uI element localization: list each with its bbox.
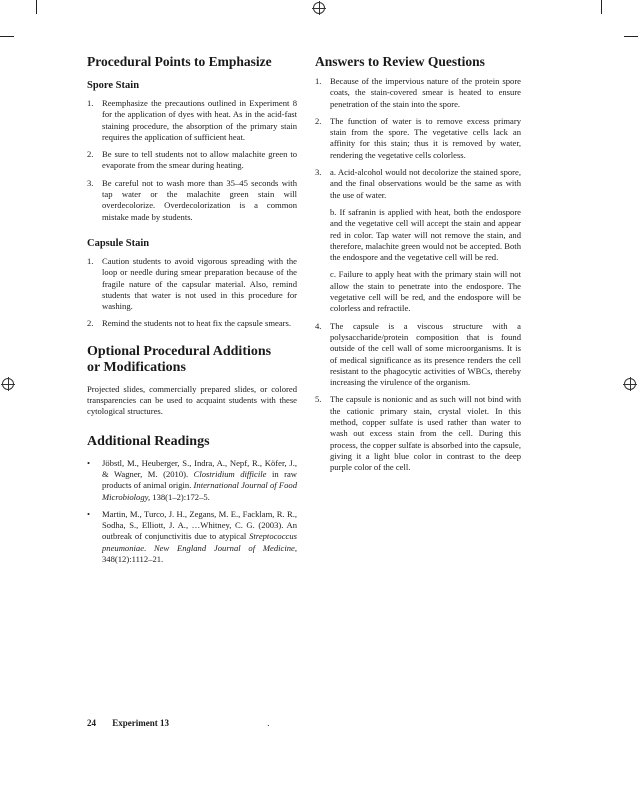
citation-text: 348(12):1112–21. [102,554,164,565]
item-number: 5. [315,394,322,405]
optional-additions-text: Projected slides, commercially prepared slides, or colored transparencies can be used to acquaint students with these cytological structures. [87,383,297,417]
list-item [87,149,297,172]
item-text: Because of the impervious nature of the protein spore coats, the stain-covered smear is heated to ensure penetration of the stain into the spore. [330,76,521,109]
answer-part: c. Failure to apply heat with the primary stain will not allow the stain to penetrate into the endospore. The vegetative cell will be red, and the endospore will be colorless and refractile. [330,269,521,314]
item-text: The capsule is a viscous structure with a polysaccharide/protein composition that is found outside of the cell wall of some microorganisms. It is of medical significance as its presence renders the cell resistant to the phagocytic activities of WBCs, thereby increasing the virulence of the organism. [330,320,521,388]
item-text: Reemphasize the precautions outlined in Experiment 8 for the application of dyes with heat. As in the acid-fast staining procedure, the absorption of the primary stain requires the application of sufficient heat. [102,98,297,142]
citation-italic: Streptococcus pneumoniae [102,531,297,553]
list-item [87,318,297,329]
item-text: The function of water is to remove excess primary stain from the spore. The vegetative cells lack an affinity for this stain; thus it is removed by water, rendering the vegetative cells colorless. [330,115,521,160]
citation-journal: International Journal of Food Microbiology, [102,480,297,502]
answer-item [315,76,521,110]
item-number: 2. [315,115,322,126]
item-number: 3. [315,167,322,178]
registration-mark-icon [313,2,325,14]
optional-additions-heading [87,344,297,376]
item-number: 2. [87,318,94,329]
footer-label: Experiment 13 [112,718,169,728]
item-number: 3. [87,177,94,188]
right-column [315,54,521,480]
answer-item [315,394,521,473]
registration-mark-icon [624,378,636,390]
item-text: Be careful not to wash more than 35–45 seconds with tap water or the malachite green stain will overdecolorize. Overdecolorization is a common mistake made by students. [102,177,297,222]
crop-mark [0,36,14,37]
reading-item [87,509,297,565]
item-text: The capsule is nonionic and as such will not bind with the cationic primary stain, crystal violet. In this method, copper sulfate is used rather than water to wash out excess stain from the cell. During this process, the copper sulfate is absorbed into the capsule, giving it a light blue color in contrast to the deep purple color of the cell. [330,394,521,473]
bullet: • [87,457,91,468]
page-number: 24 [87,718,96,728]
footer-dot: . [267,718,270,728]
citation-italic: Clostridium difficile [193,468,267,479]
item-number: 1. [315,76,322,86]
list-item [87,256,297,312]
item-text: Remind the students not to heat fix the capsule smears. [102,318,292,329]
citation-journal: New England Journal of Medicine, [153,542,298,553]
answer-part: a. Acid-alcohol would not decolorize the stained spore, and the final observations would be the same as with the use of water. [330,167,521,200]
heading-line: Optional Procedural Additions [87,343,272,359]
capsule-stain-heading: Capsule Stain [87,237,150,249]
answers-list [315,76,521,474]
answer-item [315,167,521,315]
bullet: • [87,508,91,519]
registration-mark-icon [2,378,14,390]
capsule-stain-list [87,256,297,330]
reading-item [87,458,297,503]
page-footer [87,718,284,728]
item-text: Caution students to avoid vigorous spreading with the loop or needle during smear preparation because of the fragile nature of the capsular material. Also, remind students that water is not used in this procedure for washing. [102,255,297,312]
crop-mark [624,36,638,37]
list-item [87,178,297,223]
additional-readings-heading: Additional Readings [87,433,210,449]
readings-list [87,458,297,566]
citation-text: 138(1–2):172–5. [150,491,210,502]
item-number: 2. [87,149,94,160]
item-number: 4. [315,320,322,331]
left-column [87,54,297,571]
heading-line: or Modifications [87,359,186,375]
answer-item [315,321,521,389]
answers-heading: Answers to Review Questions [315,54,485,69]
citation-text: . [144,542,154,553]
citation-text: Martin, M., Turco, J. H., Zegans, M. E., Facklam, R. R., Sodha, S., Elliott, J. A., …Whitney, C. G. (2003). An outbreak of conjunctivitis due to atypical [102,508,297,542]
crop-mark [36,0,37,14]
item-text: Be sure to tell students not to allow malachite green to evaporate from the smear during heating. [102,149,297,171]
answer-item [315,116,521,161]
item-number: 1. [87,98,94,108]
citation-text: Jöbstl, M., Heuberger, S., Indra, A., Nepf, R., Köfer, J., & Wagner, M. (2010). [102,457,297,479]
list-item [87,98,297,143]
spore-stain-list [87,98,297,223]
spore-stain-heading: Spore Stain [87,80,140,91]
item-number: 1. [87,255,94,266]
answer-part: b. If safranin is applied with heat, both the endospore and the vegetative cell will accept the stain and appear red in color. Tap water will not remove the stain, and therefore, malachite green would not be accepted. Both the endospore and the vegetative cell will be red. [330,206,521,263]
crop-mark [601,0,602,14]
procedural-points-heading: Procedural Points to Emphasize [87,54,272,69]
citation-text: in raw products of animal origin. [102,468,297,491]
